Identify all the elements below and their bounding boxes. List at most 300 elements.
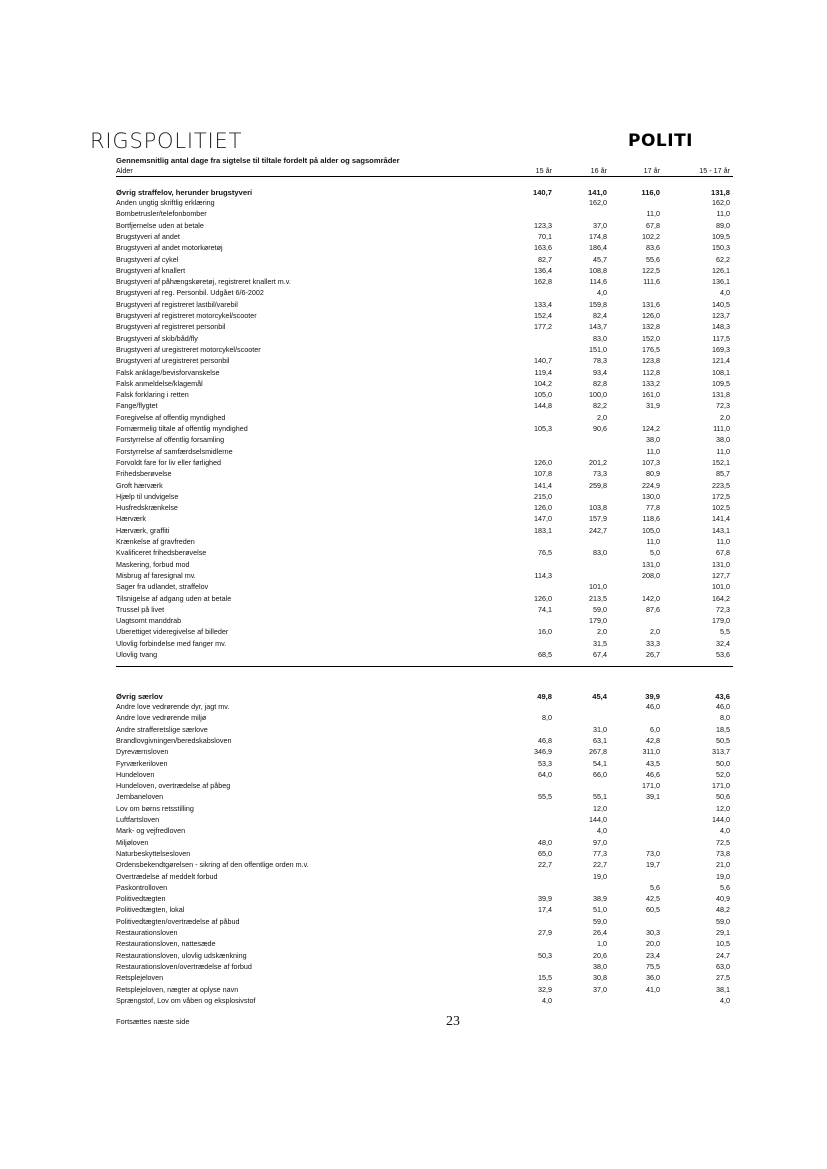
- value-15-17: 73,8: [716, 848, 730, 858]
- row-label: Falsk anmeldelse/klagemål: [116, 378, 203, 388]
- value-17: 5,6: [650, 882, 660, 892]
- row-label: Politivedtægten, lokal: [116, 905, 185, 915]
- table-row: [116, 560, 733, 570]
- value-15: 53,3: [538, 758, 552, 768]
- row-label: Bortfjernelse uden at betale: [116, 220, 204, 230]
- row-label: Forvoldt fare for liv eller førlighed: [116, 457, 222, 467]
- value-15: 119,4: [534, 367, 552, 377]
- value-15: 107,8: [534, 469, 552, 479]
- table-row: [116, 514, 733, 524]
- value-16: 2,0: [597, 412, 607, 422]
- value-16: 55,1: [593, 792, 607, 802]
- row-label: Brugstyveri af uregistreret motorcykel/scooter: [116, 344, 261, 354]
- table-row: [116, 616, 733, 626]
- row-label: Brugstyveri af registreret personbil: [116, 322, 226, 332]
- value-15-17: 11,0: [716, 209, 730, 219]
- table-row: [116, 826, 733, 836]
- row-label: Krænkelse af gravfreden: [116, 537, 195, 546]
- table-row: [116, 537, 733, 547]
- value-15-17: 108,1: [712, 367, 730, 377]
- value-17: 75,5: [646, 961, 660, 971]
- value-15: 76,5: [538, 548, 552, 558]
- row-label: Andre strafferetslige særlove: [116, 724, 208, 734]
- value-16: 2,0: [597, 627, 607, 637]
- value-17: 77,8: [646, 503, 660, 513]
- table-row: [116, 571, 733, 581]
- value-15: 152,4: [534, 311, 552, 320]
- value-15-17: 11,0: [716, 537, 730, 546]
- table-row: [116, 345, 733, 355]
- value-15-17: 101,0: [712, 582, 730, 592]
- value-16: 201,2: [589, 457, 607, 467]
- value-15: 55,5: [538, 792, 552, 802]
- value-17: 131,6: [642, 299, 660, 309]
- value-16: 108,8: [589, 265, 607, 275]
- value-15-17: 67,8: [716, 548, 730, 558]
- value-17: 36,0: [646, 973, 660, 983]
- value-15-17: 59,0: [716, 916, 730, 926]
- value-15: 46,8: [538, 735, 552, 745]
- value-15: 177,2: [534, 322, 552, 332]
- row-label: Retsplejeloven: [116, 973, 164, 983]
- value-16: 67,4: [593, 650, 607, 659]
- value-16: 78,3: [593, 356, 607, 366]
- value-17: 122,5: [642, 265, 660, 275]
- value-16: 59,0: [593, 604, 607, 614]
- section-total-17: 39,9: [645, 692, 660, 701]
- page-number: 23: [446, 1014, 460, 1029]
- value-16: 159,8: [589, 299, 607, 309]
- row-label: Fange/flygtet: [116, 401, 158, 411]
- value-17: 42,8: [646, 735, 660, 745]
- table-row: [116, 894, 733, 904]
- value-16: 12,0: [593, 803, 607, 813]
- table-row: [116, 792, 733, 802]
- row-label: Ulovlig tvang: [116, 650, 158, 659]
- row-label: Brugstyveri af andet motorkøretøj: [116, 243, 223, 253]
- value-17: 46,6: [646, 769, 660, 779]
- row-label: Brugstyveri af andet: [116, 231, 180, 241]
- table-row: [116, 221, 733, 231]
- value-15-17: 29,1: [716, 928, 730, 937]
- value-17: 11,0: [646, 537, 660, 546]
- row-label: Brugstyveri af påhængskøretøj, registreret knallert m.v.: [116, 277, 291, 287]
- value-15-17: 27,5: [716, 973, 730, 983]
- value-17: 171,0: [642, 781, 660, 791]
- value-17: 132,8: [642, 322, 660, 332]
- column-header-label: Alder: [116, 166, 133, 175]
- table-row: [116, 747, 733, 757]
- value-15-17: 4,0: [720, 288, 730, 298]
- value-15-17: 162,0: [712, 198, 730, 207]
- value-17: 6,0: [650, 724, 660, 734]
- row-label: Brugstyveri af registreret lastbil/varebil: [116, 299, 238, 309]
- value-15: 183,1: [534, 525, 552, 535]
- value-15: 144,8: [534, 401, 552, 411]
- table-row: [116, 917, 733, 927]
- table-row: [116, 962, 733, 972]
- value-15-17: 48,2: [716, 905, 730, 915]
- value-17: 112,8: [642, 367, 660, 377]
- value-15-17: 171,0: [712, 781, 730, 791]
- value-15-17: 152,1: [712, 457, 730, 467]
- value-16: 31,0: [593, 724, 607, 734]
- value-16: 30,8: [593, 973, 607, 983]
- row-label: Hærværk: [116, 514, 146, 524]
- value-17: 142,0: [642, 593, 660, 603]
- row-label: Overtrædelse af meddelt forbud: [116, 871, 218, 881]
- value-16: 143,7: [589, 322, 607, 332]
- table-row: [116, 905, 733, 915]
- value-15-17: 136,1: [712, 277, 730, 287]
- table-row: [116, 650, 733, 660]
- value-15-17: 179,0: [712, 616, 730, 626]
- table-row: [116, 277, 733, 287]
- section-total-15: 49,8: [537, 692, 552, 701]
- table-row: [116, 232, 733, 242]
- value-16: 20,6: [593, 950, 607, 960]
- value-15: 82,7: [538, 254, 552, 264]
- value-16: 37,0: [593, 984, 607, 994]
- table-row: [116, 928, 733, 938]
- row-label: Restaurationsloven/overtrædelse af forbud: [116, 961, 252, 971]
- value-15-17: 313,7: [712, 747, 730, 757]
- value-15-17: 102,5: [712, 503, 730, 513]
- value-15: 48,0: [538, 837, 552, 847]
- value-17: 33,3: [646, 638, 660, 648]
- section-total-15: 140,7: [532, 188, 552, 197]
- value-15: 50,3: [538, 950, 552, 960]
- value-16: 77,3: [593, 848, 607, 858]
- row-label: Hundeloven, overtrædelse af påbeg: [116, 781, 231, 791]
- value-15-17: 38,0: [716, 435, 730, 445]
- value-15-17: 2,0: [720, 412, 730, 422]
- table-row: [116, 469, 733, 479]
- row-label: Ordensbekendtgørelsen - sikring af den offentlige orden m.v.: [116, 860, 309, 870]
- value-16: 51,0: [593, 905, 607, 915]
- row-label: Lov om børns retsstilling: [116, 803, 194, 813]
- row-label: Forstyrrelse af samfærdselsmidlerne: [116, 446, 233, 456]
- row-label: Maskering, forbud mod: [116, 559, 190, 569]
- value-17: 133,2: [642, 378, 660, 388]
- value-15-17: 4,0: [720, 995, 730, 1005]
- table-row: [116, 209, 733, 219]
- table-subtitle: Gennemsnitlig antal dage fra sigtelse til tiltale fordelt på alder og sagsområder: [116, 156, 400, 165]
- table-row: [116, 492, 733, 502]
- row-label: Miljøloven: [116, 837, 149, 847]
- row-label: Brugstyveri af registreret motorcykel/scooter: [116, 311, 257, 320]
- table-row: [116, 481, 733, 491]
- value-17: 41,0: [646, 984, 660, 994]
- section-saerlov-title-row: [116, 692, 733, 702]
- table-row: [116, 815, 733, 825]
- value-16: 93,4: [593, 367, 607, 377]
- row-label: Foregivelse af offentlig myndighed: [116, 412, 226, 422]
- section-divider: [116, 666, 733, 667]
- value-17: 39,1: [646, 792, 660, 802]
- table-row: [116, 996, 733, 1006]
- value-15: 163,6: [534, 243, 552, 253]
- table-row: [116, 435, 733, 445]
- table-row: [116, 713, 733, 723]
- value-15-17: 148,3: [712, 322, 730, 332]
- table-row: [116, 447, 733, 457]
- value-17: 224,9: [642, 480, 660, 490]
- value-16: 82,4: [593, 311, 607, 320]
- value-15-17: 89,0: [716, 220, 730, 230]
- row-label: Dyreværnsloven: [116, 747, 169, 757]
- value-17: 26,7: [646, 650, 660, 659]
- value-15: 8,0: [542, 713, 552, 723]
- value-15: 17,4: [538, 905, 552, 915]
- value-17: 111,6: [643, 277, 660, 287]
- value-15: 105,0: [534, 390, 552, 400]
- value-15-17: 143,1: [712, 525, 730, 535]
- table-row: [116, 973, 733, 983]
- table-row: [116, 401, 733, 411]
- value-15-17: 5,5: [720, 627, 730, 637]
- value-17: 11,0: [646, 446, 660, 456]
- column-header-17: 17 år: [643, 166, 660, 175]
- table-row: [116, 413, 733, 423]
- value-15: 15,5: [538, 973, 552, 983]
- value-15-17: 12,0: [716, 803, 730, 813]
- value-15-17: 123,7: [712, 311, 730, 320]
- row-label: Bombetrusler/telefonbomber: [116, 209, 207, 219]
- value-15-17: 126,1: [712, 265, 730, 275]
- value-15-17: 109,5: [712, 378, 730, 388]
- table-row: [116, 804, 733, 814]
- value-15: 70,1: [538, 231, 552, 241]
- value-17: 105,0: [642, 525, 660, 535]
- value-17: 126,0: [642, 311, 660, 320]
- row-label: Uagtsomt manddrab: [116, 616, 182, 626]
- value-16: 259,8: [589, 480, 607, 490]
- row-label: Andre love vedrørende dyr, jagt mv.: [116, 702, 230, 711]
- row-label: Hundeloven: [116, 769, 155, 779]
- value-16: 97,0: [593, 837, 607, 847]
- table-row: [116, 605, 733, 615]
- value-17: 102,2: [642, 231, 660, 241]
- value-17: 23,4: [646, 950, 660, 960]
- value-16: 54,1: [593, 758, 607, 768]
- table-row: [116, 849, 733, 859]
- value-15: 126,0: [534, 503, 552, 513]
- value-17: 131,0: [642, 559, 660, 569]
- value-15: 215,0: [534, 491, 552, 501]
- value-17: 19,7: [646, 860, 660, 870]
- section-title: Øvrig særlov: [116, 692, 163, 701]
- row-label: Mark- og vejfredloven: [116, 826, 186, 836]
- column-header-15: 15 år: [535, 166, 552, 175]
- table-row: [116, 736, 733, 746]
- table-row: [116, 781, 733, 791]
- value-17: 20,0: [646, 939, 660, 949]
- row-label: Hærværk, graffiti: [116, 525, 170, 535]
- value-15-17: 144,0: [712, 815, 730, 824]
- value-15-17: 109,5: [712, 231, 730, 241]
- table-row: [116, 300, 733, 310]
- row-label: Jernbaneloven: [116, 792, 164, 802]
- value-16: 19,0: [593, 871, 607, 881]
- value-15: 74,1: [538, 604, 552, 614]
- value-17: 311,0: [642, 747, 660, 757]
- table-row: [116, 390, 733, 400]
- value-16: 82,8: [593, 378, 607, 388]
- continued-note: Fortsættes næste side: [116, 1017, 190, 1026]
- value-16: 83,0: [593, 548, 607, 558]
- row-label: Brugstyveri af cykel: [116, 254, 179, 264]
- table-row: [116, 872, 733, 882]
- value-15: 65,0: [538, 848, 552, 858]
- value-17: 46,0: [646, 702, 660, 711]
- value-17: 60,5: [646, 905, 660, 915]
- table-row: [116, 939, 733, 949]
- value-17: 161,0: [642, 390, 660, 400]
- value-17: 124,2: [642, 424, 660, 433]
- value-15-17: 169,3: [712, 344, 730, 354]
- table-row: [116, 503, 733, 513]
- section-total-17: 116,0: [641, 188, 660, 197]
- table-row: [116, 627, 733, 637]
- value-17: 2,0: [650, 627, 660, 637]
- value-15-17: 131,8: [712, 390, 730, 400]
- value-15: 16,0: [538, 627, 552, 637]
- value-15-17: 62,2: [716, 254, 730, 264]
- value-15-17: 50,0: [716, 758, 730, 768]
- value-15-17: 46,0: [716, 702, 730, 711]
- column-header-15-17: 15 - 17 år: [699, 166, 730, 175]
- table-row: [116, 288, 733, 298]
- value-15: 126,0: [534, 457, 552, 467]
- row-label: Groft hærværk: [116, 480, 163, 490]
- value-15: 126,0: [534, 593, 552, 603]
- row-label: Brugstyveri af uregistreret personbil: [116, 356, 230, 366]
- value-15-17: 141,4: [712, 514, 730, 524]
- value-16: 26,4: [593, 928, 607, 937]
- value-17: 118,6: [642, 514, 660, 524]
- value-17: 130,0: [642, 491, 660, 501]
- row-label: Brugstyveri af skib/båd/fly: [116, 333, 198, 343]
- value-16: 179,0: [589, 616, 607, 626]
- value-15-17: 131,0: [712, 559, 730, 569]
- value-15: 68,5: [538, 650, 552, 659]
- row-label: Brugstyveri af reg. Personbil. Udgået 6/6-2002: [116, 288, 264, 298]
- value-15-17: 121,4: [712, 356, 730, 366]
- value-17: 30,3: [646, 928, 660, 937]
- value-15-17: 10,5: [716, 939, 730, 949]
- value-15-17: 52,0: [716, 769, 730, 779]
- value-15-17: 4,0: [720, 826, 730, 836]
- value-15-17: 85,7: [716, 469, 730, 479]
- column-header-16: 16 år: [590, 166, 607, 175]
- table-row: [116, 860, 733, 870]
- value-16: 242,7: [589, 525, 607, 535]
- row-label: Brandlovgivningen/beredskabsloven: [116, 735, 232, 745]
- row-label: Sprængstof, Lov om våben og eksplosivstof: [116, 995, 256, 1005]
- value-17: 11,0: [646, 209, 660, 219]
- value-15-17: 72,3: [716, 401, 730, 411]
- value-16: 63,1: [593, 735, 607, 745]
- table-row: [116, 883, 733, 893]
- row-label: Uberettiget videregivelse af billeder: [116, 627, 229, 637]
- row-label: Restaurationsloven: [116, 928, 178, 937]
- value-15: 64,0: [538, 769, 552, 779]
- value-17: 73,0: [646, 848, 660, 858]
- section-title: Øvrig straffelov, herunder brugstyveri: [116, 188, 253, 197]
- value-15: 39,9: [538, 894, 552, 904]
- table-row: [116, 334, 733, 344]
- row-label: Sager fra udlandet, straffelov: [116, 582, 209, 592]
- value-17: 43,5: [646, 758, 660, 768]
- value-16: 4,0: [597, 288, 607, 298]
- value-16: 100,0: [589, 390, 607, 400]
- value-15-17: 150,3: [712, 243, 730, 253]
- table-row: [116, 702, 733, 712]
- value-15: 140,7: [534, 356, 552, 366]
- table-row: [116, 356, 733, 366]
- row-label: Forstyrrelse af offentlig forsamling: [116, 435, 225, 445]
- value-16: 267,8: [589, 747, 607, 757]
- value-17: 38,0: [646, 435, 660, 445]
- value-15-17: 63,0: [716, 961, 730, 971]
- value-15-17: 172,5: [712, 491, 730, 501]
- value-15-17: 32,4: [716, 638, 730, 648]
- value-15-17: 18,5: [716, 724, 730, 734]
- table-row: [116, 770, 733, 780]
- section-total-15-17: 43,6: [715, 692, 730, 701]
- row-label: Brugstyveri af knallert: [116, 265, 186, 275]
- value-16: 162,0: [589, 198, 607, 207]
- row-label: Restaurationsloven, ulovlig udskænkning: [116, 950, 247, 960]
- value-15: 346,9: [534, 747, 552, 757]
- value-16: 144,0: [589, 815, 607, 824]
- value-17: 208,0: [642, 570, 660, 580]
- value-15: 147,0: [534, 514, 552, 524]
- value-16: 38,9: [593, 894, 607, 904]
- value-16: 213,5: [589, 593, 607, 603]
- value-15-17: 117,5: [712, 333, 730, 343]
- value-17: 55,6: [646, 254, 660, 264]
- section-total-16: 141,0: [587, 188, 607, 197]
- value-17: 87,6: [646, 604, 660, 614]
- value-16: 22,7: [593, 860, 607, 870]
- value-15: 32,9: [538, 984, 552, 994]
- table-row: [116, 526, 733, 536]
- value-15-17: 127,7: [712, 570, 730, 580]
- value-15-17: 53,6: [716, 650, 730, 659]
- table-row: [116, 198, 733, 208]
- row-label: Fornærmelig tiltale af offentlig myndighed: [116, 424, 248, 433]
- value-15: 4,0: [542, 995, 552, 1005]
- value-17: 42,5: [646, 894, 660, 904]
- value-15-17: 50,6: [716, 792, 730, 802]
- value-16: 82,2: [593, 401, 607, 411]
- table-row: [116, 594, 733, 604]
- table-row: [116, 368, 733, 378]
- value-15-17: 111,0: [713, 424, 730, 433]
- table-row: [116, 838, 733, 848]
- value-16: 38,0: [593, 961, 607, 971]
- value-16: 90,6: [593, 424, 607, 433]
- table-row: [116, 639, 733, 649]
- table-row: [116, 322, 733, 332]
- table-row: [116, 311, 733, 321]
- value-15: 27,9: [538, 928, 552, 937]
- section-straffelov-title-row: [116, 188, 733, 198]
- value-17: 176,5: [642, 344, 660, 354]
- value-17: 107,3: [642, 457, 660, 467]
